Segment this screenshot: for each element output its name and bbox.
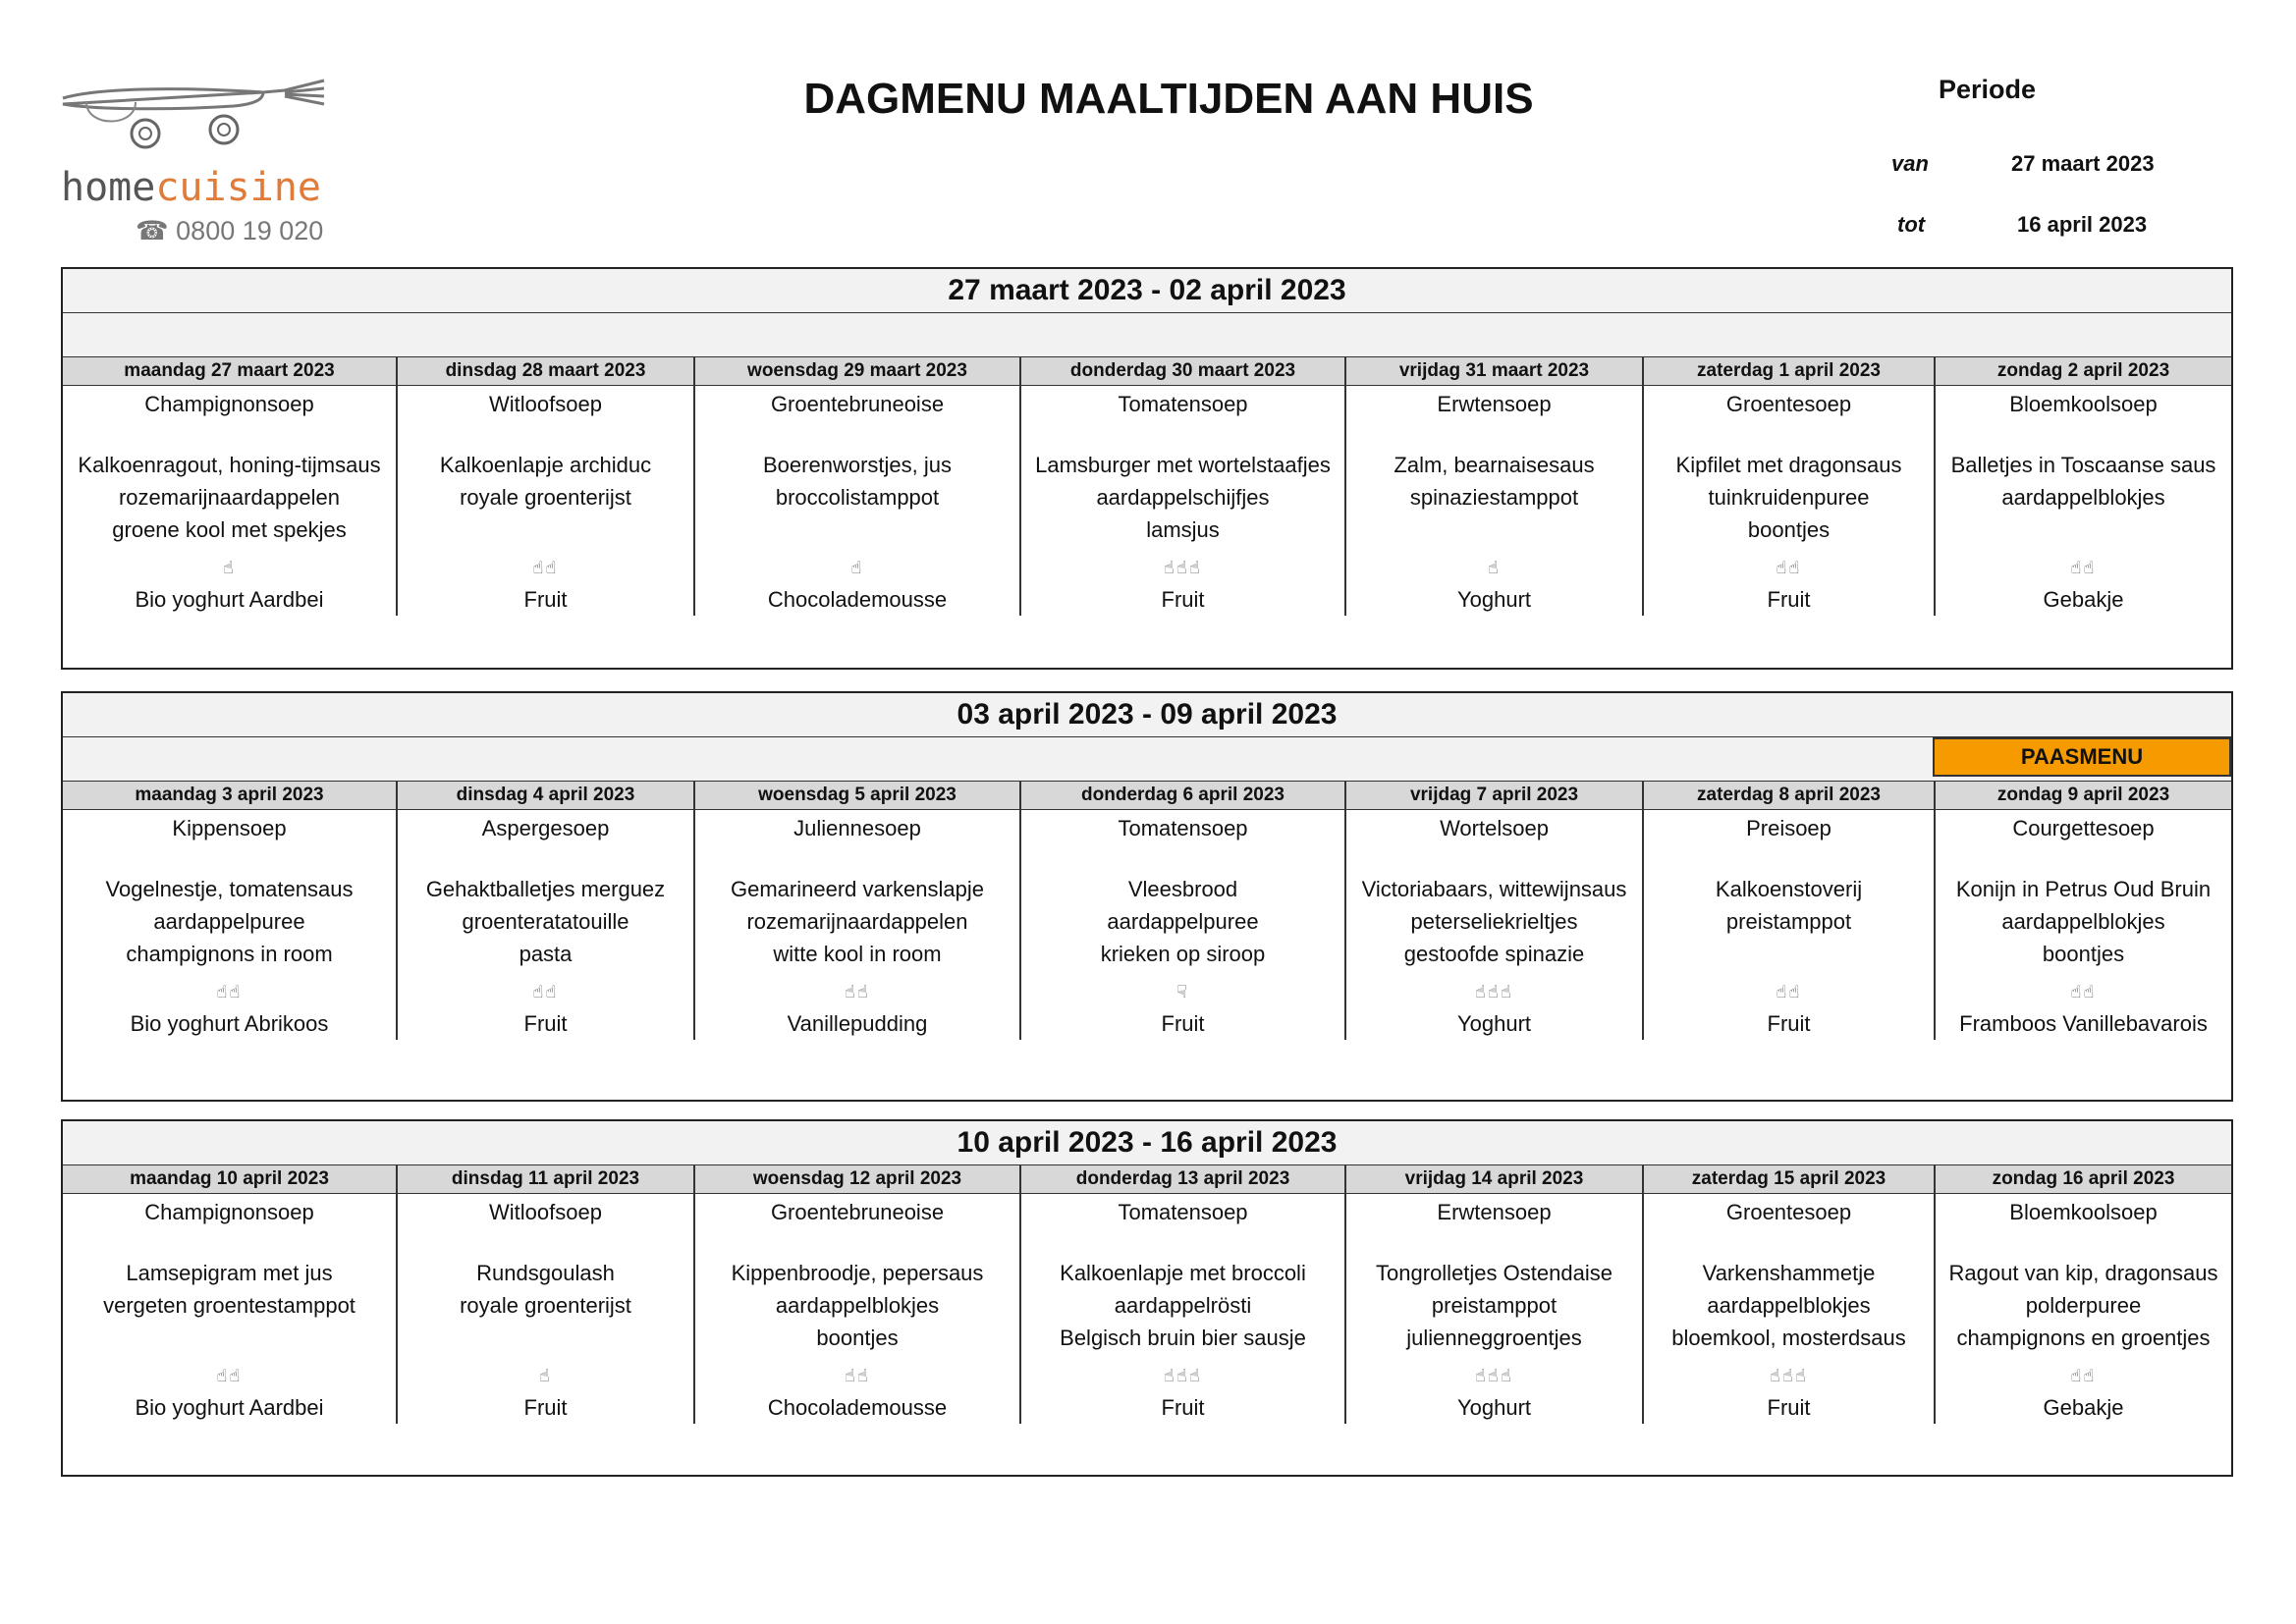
- phone-text: 0800 19 020: [176, 216, 324, 245]
- soup: Kippensoep: [172, 816, 287, 840]
- main-course-line: Vleesbrood: [1127, 877, 1238, 901]
- day-date: dinsdag 11 april 2023: [398, 1165, 693, 1194]
- main-course-line: Varkenshammetje: [1702, 1261, 1876, 1285]
- main-course-line: aardappelschijfjes: [1096, 485, 1270, 510]
- brand-name: [61, 165, 321, 210]
- day-column: [1644, 1165, 1936, 1424]
- dessert: Chocolademousse: [767, 587, 948, 612]
- day-column: [1936, 357, 2231, 616]
- main-course-line: Zalm, bearnaisesaus: [1394, 453, 1595, 477]
- main-course-line: rozemarijnaardappelen: [118, 485, 341, 510]
- day-date: zaterdag 8 april 2023: [1644, 782, 1934, 810]
- week-title: 03 april 2023 - 09 april 2023: [63, 693, 2231, 737]
- main-course: [1936, 449, 2231, 551]
- rating-icon: ☝☝: [845, 1366, 870, 1385]
- main-course-line: witte kool in room: [773, 942, 942, 966]
- main-course-line: aardappelpuree: [153, 909, 305, 934]
- soup: Witloofsoep: [489, 392, 602, 416]
- week-days: [63, 357, 2231, 616]
- day-date: dinsdag 4 april 2023: [398, 782, 693, 810]
- rating-icon: ☝☝☝: [1770, 1366, 1808, 1385]
- main-course: [1346, 1257, 1642, 1359]
- main-course-line: rozemarijnaardappelen: [746, 909, 968, 934]
- period-from-value: 27 maart 2023: [2011, 151, 2155, 176]
- rating-icon: ☝☝: [532, 982, 559, 1001]
- main-course-line: Gehaktballetjes merguez: [425, 877, 666, 901]
- day-column: [63, 782, 398, 1040]
- day-column: [695, 1165, 1021, 1424]
- main-course-line: groenteratatouille: [462, 909, 629, 934]
- dessert: Fruit: [523, 587, 568, 612]
- period-to-value: 16 april 2023: [2017, 212, 2148, 237]
- day-column: [398, 1165, 695, 1424]
- main-course: [1644, 873, 1934, 975]
- main-course-line: tuinkruidenpuree: [1708, 485, 1870, 510]
- day-column: [1021, 1165, 1346, 1424]
- main-course-line: aardappelblokjes: [775, 1293, 940, 1318]
- rating-icon: ☝☝: [1776, 558, 1802, 577]
- week-subheader: [63, 737, 2231, 782]
- day-column: [1346, 782, 1644, 1040]
- soup: Bloemkoolsoep: [2009, 1200, 2158, 1224]
- rating-icon: ☝: [1488, 558, 1501, 577]
- rating-icon: ☝☝: [216, 1366, 243, 1385]
- main-course: [695, 873, 1019, 975]
- rating-icon: ☝: [223, 558, 236, 577]
- main-course-line: Kalkoenlapje archiduc: [439, 453, 652, 477]
- week-subheader: [63, 313, 2231, 357]
- day-column: [1021, 357, 1346, 616]
- dessert: Fruit: [1161, 1395, 1205, 1420]
- main-course-line: preistamppot: [1431, 1293, 1558, 1318]
- main-course-line: aardappelrösti: [1114, 1293, 1252, 1318]
- main-course-line: vergeten groentestamppot: [103, 1293, 355, 1318]
- week-title: 10 april 2023 - 16 april 2023: [63, 1121, 2231, 1165]
- dessert: Bio yoghurt Aardbei: [135, 1395, 324, 1420]
- main-course: [398, 873, 693, 975]
- week-days: [63, 1165, 2231, 1424]
- day-date: vrijdag 7 april 2023: [1346, 782, 1642, 810]
- main-course: [1346, 449, 1642, 551]
- rating-icon: ☝: [850, 558, 864, 577]
- day-date: donderdag 6 april 2023: [1021, 782, 1344, 810]
- soup: Juliennesoep: [793, 816, 921, 840]
- main-course-line: bloemkool, mosterdsaus: [1671, 1326, 1906, 1350]
- day-column: [63, 357, 398, 616]
- main-course-line: Belgisch bruin bier sausje: [1060, 1326, 1306, 1350]
- main-course-line: Lamsepigram met jus: [126, 1261, 333, 1285]
- main-course-line: peterseliekrieltjes: [1410, 909, 1578, 934]
- main-course-line: Victoriabaars, wittewijnsaus: [1361, 877, 1627, 901]
- day-column: [1346, 1165, 1644, 1424]
- brand-cuisine: cuisine: [155, 165, 321, 210]
- day-column: [1644, 782, 1936, 1040]
- week-table-3: [61, 1119, 2233, 1477]
- rating-icon: ☝☝: [2070, 982, 2097, 1001]
- main-course: [695, 1257, 1019, 1359]
- main-course-line: champignons en groentjes: [1956, 1326, 2211, 1350]
- week-table-2: [61, 691, 2233, 1102]
- day-column: [695, 357, 1021, 616]
- rating-icon: ☝☝: [532, 558, 559, 577]
- soup: Champignonsoep: [144, 1200, 314, 1224]
- main-course-line: pasta: [519, 942, 573, 966]
- soup: Preisoep: [1746, 816, 1831, 840]
- day-date: maandag 10 april 2023: [63, 1165, 396, 1194]
- day-date: maandag 27 maart 2023: [63, 357, 396, 386]
- soup: Bloemkoolsoep: [2009, 392, 2158, 416]
- dessert: Fruit: [1767, 587, 1811, 612]
- day-date: woensdag 5 april 2023: [695, 782, 1019, 810]
- main-course-line: Kalkoenragout, honing-tijmsaus: [78, 453, 381, 477]
- rating-icon: ☝☝☝: [1475, 1366, 1513, 1385]
- main-course-line: royale groenterijst: [460, 485, 631, 510]
- period-label: Periode: [1939, 75, 2037, 104]
- period-to-label: tot: [1897, 212, 1926, 237]
- dessert: Bio yoghurt Abrikoos: [130, 1011, 329, 1036]
- day-column: [398, 357, 695, 616]
- main-course: [1346, 873, 1642, 975]
- main-course: [63, 873, 396, 975]
- dessert: Fruit: [1767, 1011, 1811, 1036]
- main-course-line: boontjes: [816, 1326, 899, 1350]
- main-course-line: Konijn in Petrus Oud Bruin: [1955, 877, 2212, 901]
- week-table-1: [61, 267, 2233, 670]
- dessert: Fruit: [1161, 1011, 1205, 1036]
- soup: Groentesoep: [1725, 392, 1852, 416]
- period-from-label: van: [1891, 151, 1929, 176]
- day-column: [1936, 1165, 2231, 1424]
- day-column: [695, 782, 1021, 1040]
- dessert: Fruit: [523, 1011, 568, 1036]
- soup: Groentebruneoise: [770, 392, 945, 416]
- rating-icon: ☝☝: [2070, 558, 2097, 577]
- day-column: [1936, 782, 2231, 1040]
- main-course-line: royale groenterijst: [460, 1293, 631, 1318]
- dessert: Yoghurt: [1456, 1011, 1532, 1036]
- rating-icon: ☝☝: [2070, 1366, 2097, 1385]
- soup: Wortelsoep: [1440, 816, 1549, 840]
- rating-icon: ☝☝: [1776, 982, 1802, 1001]
- main-course-line: Tongrolletjes Ostendaise: [1376, 1261, 1613, 1285]
- day-date: dinsdag 28 maart 2023: [398, 357, 693, 386]
- main-course-line: Gemarineerd varkenslapje: [730, 877, 985, 901]
- dessert: Gebakje: [2043, 1395, 2124, 1420]
- main-course: [1644, 449, 1934, 551]
- soup: Courgettesoep: [2012, 816, 2155, 840]
- main-course-line: Kippenbroodje, pepersaus: [731, 1261, 984, 1285]
- main-course-line: Vogelnestje, tomatensaus: [105, 877, 354, 901]
- main-course-line: Kalkoenstoverij: [1715, 877, 1863, 901]
- main-course-line: Rundsgoulash: [476, 1261, 615, 1285]
- main-course-line: preistamppot: [1725, 909, 1852, 934]
- day-date: zondag 2 april 2023: [1936, 357, 2231, 386]
- main-course: [1644, 1257, 1934, 1359]
- dessert: Yoghurt: [1456, 1395, 1532, 1420]
- main-course-line: lamsjus: [1146, 517, 1220, 542]
- day-date: woensdag 29 maart 2023: [695, 357, 1019, 386]
- main-course: [63, 1257, 396, 1359]
- main-course: [398, 449, 693, 551]
- soup: Tomatensoep: [1118, 816, 1248, 840]
- dessert: Vanillepudding: [787, 1011, 928, 1036]
- day-date: woensdag 12 april 2023: [695, 1165, 1019, 1194]
- main-course: [1936, 873, 2231, 975]
- main-course-line: spinaziestamppot: [1409, 485, 1579, 510]
- soup: Erwtensoep: [1437, 1200, 1552, 1224]
- day-date: zaterdag 15 april 2023: [1644, 1165, 1934, 1194]
- main-course: [1936, 1257, 2231, 1359]
- soup: Tomatensoep: [1118, 1200, 1248, 1224]
- day-date: zondag 16 april 2023: [1936, 1165, 2231, 1194]
- soup: Tomatensoep: [1118, 392, 1248, 416]
- dessert: Yoghurt: [1456, 587, 1532, 612]
- day-column: [398, 782, 695, 1040]
- paasmenu-badge: PAASMENU: [1933, 737, 2231, 777]
- day-date: vrijdag 31 maart 2023: [1346, 357, 1642, 386]
- main-course-line: krieken op siroop: [1100, 942, 1266, 966]
- main-course: [398, 1257, 693, 1359]
- main-course: [695, 449, 1019, 551]
- main-course-line: julienneggroentjes: [1406, 1326, 1582, 1350]
- dessert: Bio yoghurt Aardbei: [135, 587, 324, 612]
- day-date: zondag 9 april 2023: [1936, 782, 2231, 810]
- soup: Groentesoep: [1725, 1200, 1852, 1224]
- dessert: Fruit: [1767, 1395, 1811, 1420]
- dessert: Framboos Vanillebavarois: [1959, 1011, 2208, 1036]
- dessert: Fruit: [523, 1395, 568, 1420]
- main-course-line: Kalkoenlapje met broccoli: [1060, 1261, 1306, 1285]
- rating-icon: ☝☝: [216, 982, 243, 1001]
- week-title: 27 maart 2023 - 02 april 2023: [63, 269, 2231, 313]
- day-date: donderdag 30 maart 2023: [1021, 357, 1344, 386]
- main-course: [63, 449, 396, 551]
- main-course-line: aardappelpuree: [1107, 909, 1259, 934]
- main-course-line: groene kool met spekjes: [112, 517, 347, 542]
- page-title: DAGMENU MAALTIJDEN AAN HUIS: [803, 75, 1534, 123]
- rating-icon: ☝☝: [845, 982, 870, 1001]
- day-date: vrijdag 14 april 2023: [1346, 1165, 1642, 1194]
- day-column: [1346, 357, 1644, 616]
- week-days: [63, 782, 2231, 1040]
- main-course-line: Ragout van kip, dragonsaus: [1948, 1261, 2218, 1285]
- rating-icon: ☝☝☝: [1164, 1366, 1202, 1385]
- rating-icon: ☝: [539, 1366, 552, 1385]
- rating-icon: ☝☝☝: [1164, 558, 1202, 577]
- main-course-line: broccolistamppot: [775, 485, 940, 510]
- main-course-line: aardappelblokjes: [2001, 909, 2165, 934]
- main-course-line: Kipfilet met dragonsaus: [1675, 453, 1902, 477]
- soup: Witloofsoep: [489, 1200, 602, 1224]
- day-date: donderdag 13 april 2023: [1021, 1165, 1344, 1194]
- soup: Erwtensoep: [1437, 392, 1552, 416]
- dessert: Fruit: [1161, 587, 1205, 612]
- main-course-line: Balletjes in Toscaanse saus: [1950, 453, 2216, 477]
- main-course-line: Boerenworstjes, jus: [763, 453, 952, 477]
- telephone-icon: ☎: [136, 216, 169, 245]
- main-course-line: boontjes: [2042, 942, 2125, 966]
- rating-icon: ☟: [1176, 982, 1189, 1001]
- soup: Aspergesoep: [481, 816, 610, 840]
- day-date: zaterdag 1 april 2023: [1644, 357, 1934, 386]
- soup: Champignonsoep: [144, 392, 314, 416]
- day-column: [63, 1165, 398, 1424]
- soup: Groentebruneoise: [770, 1200, 945, 1224]
- main-course-line: aardappelblokjes: [2001, 485, 2165, 510]
- brand-home: home: [61, 165, 156, 210]
- day-column: [1021, 782, 1346, 1040]
- main-course-line: aardappelblokjes: [1707, 1293, 1871, 1318]
- dessert: Gebakje: [2043, 587, 2124, 612]
- main-course-line: boontjes: [1747, 517, 1831, 542]
- dessert: Chocolademousse: [767, 1395, 948, 1420]
- day-column: [1644, 357, 1936, 616]
- main-course-line: champignons in room: [126, 942, 333, 966]
- main-course: [1021, 1257, 1344, 1359]
- rating-icon: ☝☝☝: [1475, 982, 1513, 1001]
- main-course-line: gestoofde spinazie: [1403, 942, 1585, 966]
- main-course: [1021, 449, 1344, 551]
- phone-number: [136, 216, 323, 246]
- main-course-line: polderpuree: [2025, 1293, 2142, 1318]
- main-course-line: Lamsburger met wortelstaafjes: [1035, 453, 1331, 477]
- day-date: maandag 3 april 2023: [63, 782, 396, 810]
- main-course: [1021, 873, 1344, 975]
